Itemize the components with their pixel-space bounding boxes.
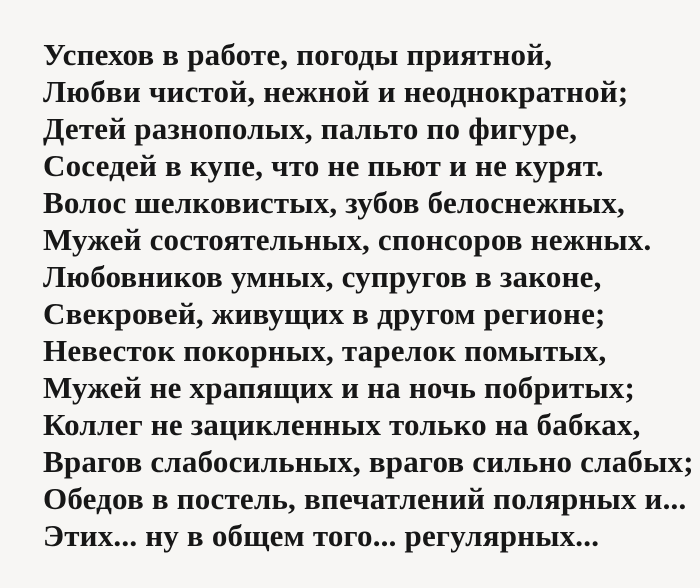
- poem-line: Свекровей, живущих в другом регионе;: [43, 296, 606, 331]
- poem-line: Мужей не храпящих и на ночь побритых;: [43, 370, 636, 405]
- poem-line: Обедов в постель, впечатлений полярных и...: [43, 481, 687, 516]
- poem-line: Волос шелковистых, зубов белоснежных,: [43, 185, 625, 220]
- poem-line: Детей разнополых, пальто по фигуре,: [43, 111, 578, 146]
- poem-line: Этих... ну в общем того... регулярных...: [43, 518, 600, 553]
- poem-line: Мужей состоятельных, спонсоров нежных.: [43, 222, 652, 257]
- poem-line: Успехов в работе, погоды приятной,: [43, 37, 553, 72]
- poem-line: Невесток покорных, тарелок помытых,: [43, 333, 607, 368]
- poem-line: Любви чистой, нежной и неоднократной;: [43, 74, 629, 109]
- poem-line: Коллег не зацикленных только на бабках,: [43, 407, 641, 442]
- poem-line: Врагов слабосильных, врагов сильно слабых;: [43, 444, 694, 479]
- poem-text: [43, 36, 694, 554]
- poem-line: Соседей в купе, что не пьют и не курят.: [43, 148, 604, 183]
- poem-line: Любовников умных, супругов в законе,: [43, 259, 602, 294]
